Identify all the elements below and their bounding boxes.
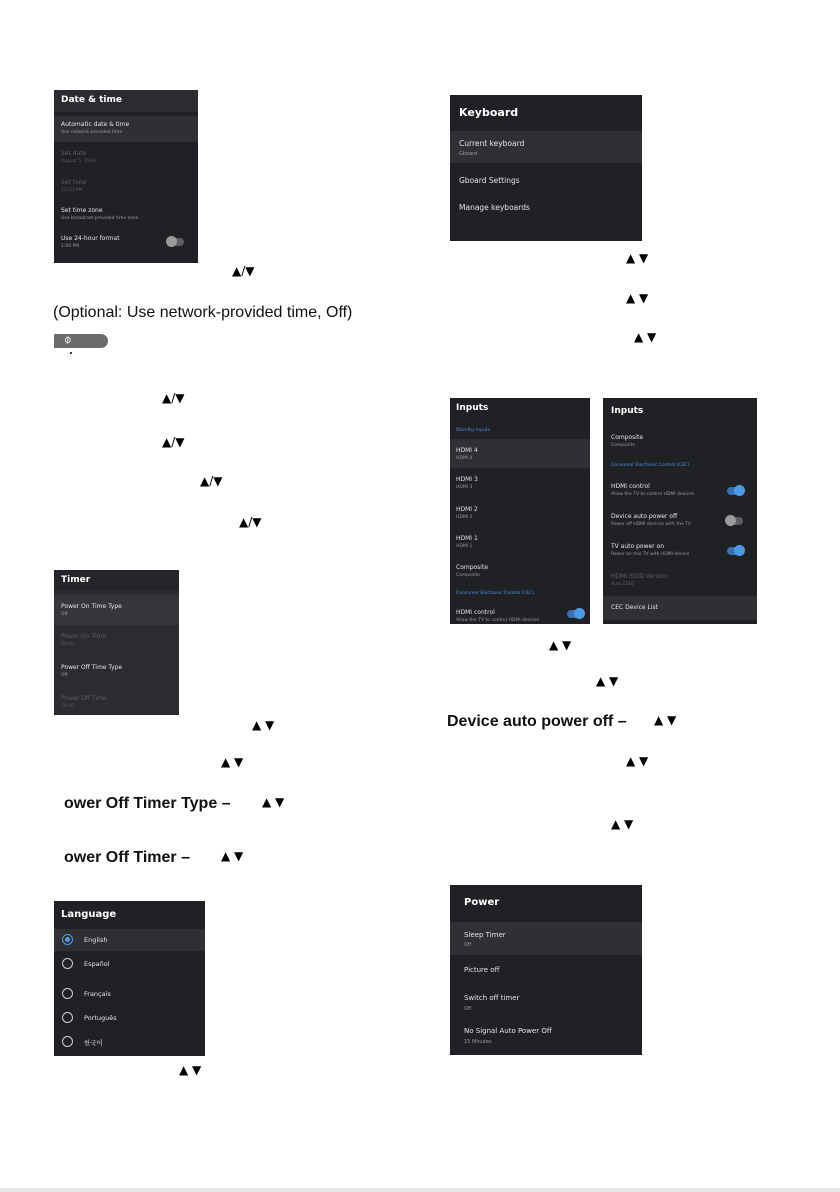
arrow-keys-icon: ▲ ▼ — [221, 755, 244, 769]
radio — [62, 988, 73, 999]
power-item-picture-off[interactable]: Picture off — [464, 966, 500, 974]
power-item-sleep-timer[interactable]: Sleep Timer Off — [450, 922, 642, 955]
inputs-right-title: Inputs — [603, 398, 757, 424]
arrow-keys-icon: ▲ ▼ — [611, 817, 634, 831]
arrow-keys-icon: ▲ ▼ — [626, 754, 649, 768]
arrow-keys-icon: ▲ ▼ — [179, 1063, 202, 1077]
device-auto-off-toggle[interactable] — [727, 517, 743, 525]
power-item-switch-off-timer[interactable]: Switch off timer Off — [464, 994, 520, 1012]
inputs-item-hdmi4[interactable]: HDMI 4 HDMI 4 — [450, 439, 590, 468]
arrow-keys-icon: ▲/▼ — [162, 391, 185, 405]
paperclip-icon: ⌀ — [61, 333, 75, 347]
inputs-item-hdmi3[interactable]: HDMI 3 HDMI 3 — [456, 476, 478, 490]
device-auto-power-off-label: Device auto power off – — [447, 713, 627, 730]
radio — [62, 1036, 73, 1047]
inputs-right-screen — [603, 398, 757, 624]
arrow-keys-icon: ▲ ▼ — [221, 849, 244, 863]
inputs-right-item-hdmi-control[interactable]: HDMI control Allow the TV to control HDMI devices — [603, 478, 757, 504]
datetime-item-24-hour[interactable]: Use 24-hour format 1:00 PM — [54, 230, 198, 256]
language-option-english[interactable]: English — [54, 929, 205, 951]
inputs-right-item-device-auto-off[interactable]: Device auto power off Power off HDMI devices with the TV — [603, 508, 757, 534]
inputs-left-screen — [450, 398, 590, 624]
inputs-right-item-tv-auto-on[interactable]: TV auto power on Power on this TV with HDMI device — [603, 538, 757, 564]
datetime-screen — [54, 90, 198, 263]
timer-title: Timer — [54, 570, 179, 590]
arrow-keys-icon: ▲ ▼ — [252, 718, 275, 732]
radio-selected — [62, 934, 73, 945]
datetime-title: Date & time — [54, 90, 198, 112]
datetime-item-automatic[interactable]: Automatic date & time Use network-provided time — [54, 116, 198, 142]
arrow-keys-icon: ▲/▼ — [232, 264, 255, 278]
arrow-keys-icon: ▲/▼ — [200, 474, 223, 488]
arrow-keys-icon: ▲ ▼ — [654, 713, 677, 727]
keyboard-item-manage[interactable]: Manage keyboards — [459, 203, 530, 212]
cec-section: Consumer Electronic Control (CEC) — [456, 591, 535, 596]
inputs-item-hdmi-control[interactable]: HDMI control Allow the TV to control HDMI devices — [450, 604, 590, 624]
inputs-right-item-composite[interactable]: Composite Composite — [611, 434, 644, 448]
hdmi-control-toggle[interactable] — [727, 487, 743, 495]
hdmi-control-toggle[interactable] — [567, 610, 583, 618]
keyboard-item-current[interactable]: Current keyboard Gboard — [450, 131, 642, 163]
arrow-keys-icon: ▲/▼ — [239, 515, 262, 529]
timer-item-power-on-time[interactable]: Power On Time 00:00 — [61, 633, 107, 647]
inputs-right-item-edid[interactable]: HDMI EDID Version Auto EDID — [611, 573, 668, 587]
power-off-timer-type-label: ower Off Timer Type – — [64, 795, 231, 812]
datetime-item-time-zone[interactable]: Set time zone Use broadcast-provided time zone — [61, 207, 139, 221]
keyboard-title: Keyboard — [450, 95, 642, 129]
arrow-keys-icon: ▲ ▼ — [626, 251, 649, 265]
tv-auto-on-toggle[interactable] — [727, 547, 743, 555]
arrow-keys-icon: ▲ ▼ — [596, 674, 619, 688]
language-title: Language — [54, 901, 205, 927]
timer-item-power-on-type[interactable]: Power On Time Type Off — [54, 595, 179, 625]
arrow-keys-icon: ▲ ▼ — [634, 330, 657, 344]
datetime-item-set-time[interactable]: Set time 11:10 AM — [61, 179, 87, 193]
arrow-keys-icon: ▲ ▼ — [262, 795, 285, 809]
inputs-item-hdmi2[interactable]: HDMI 2 HDMI 2 — [456, 506, 478, 520]
inputs-right-item-cec-list[interactable]: CEC Device List — [603, 596, 757, 620]
radio — [62, 1012, 73, 1023]
bullet-dot — [70, 352, 72, 354]
timer-item-power-off-time[interactable]: Power Off Time 00:00 — [61, 695, 107, 709]
page-bottom-rule — [0, 1188, 840, 1192]
timer-item-power-off-type[interactable]: Power Off Time Type Off — [61, 664, 123, 678]
arrow-keys-icon: ▲/▼ — [162, 435, 185, 449]
language-screen — [54, 901, 205, 1056]
language-option-portugues[interactable]: Português — [54, 1009, 205, 1031]
inputs-item-composite[interactable]: Composite Composite — [456, 564, 489, 578]
standby-inputs-section: Standby Inputs — [456, 428, 491, 433]
language-option-espanol[interactable]: Español — [54, 953, 205, 975]
optional-text: (Optional: Use network-provided time, Off) — [53, 304, 353, 321]
datetime-item-set-date[interactable]: Set date August 5, 2019 — [61, 150, 96, 164]
keyboard-screen — [450, 95, 642, 241]
power-off-timer-label: ower Off Timer – — [64, 849, 190, 866]
language-option-korean[interactable]: 한국어 — [54, 1033, 205, 1055]
inputs-item-hdmi1[interactable]: HDMI 1 HDMI 1 — [456, 535, 478, 549]
timer-screen — [54, 570, 179, 715]
inputs-left-title: Inputs — [450, 398, 590, 420]
24-hour-toggle[interactable] — [168, 238, 184, 246]
power-item-no-signal[interactable]: No Signal Auto Power Off 15 Minutes — [464, 1027, 552, 1045]
keyboard-item-gboard-settings[interactable]: Gboard Settings — [459, 176, 520, 185]
power-title: Power — [450, 885, 642, 919]
arrow-keys-icon: ▲ ▼ — [626, 291, 649, 305]
power-screen — [450, 885, 642, 1055]
radio — [62, 958, 73, 969]
arrow-keys-icon: ▲ ▼ — [549, 638, 572, 652]
language-option-francais[interactable]: Français — [54, 985, 205, 1007]
note-bar — [54, 334, 108, 348]
cec-section-right: Consumer Electronic Control (CEC) — [611, 463, 690, 468]
